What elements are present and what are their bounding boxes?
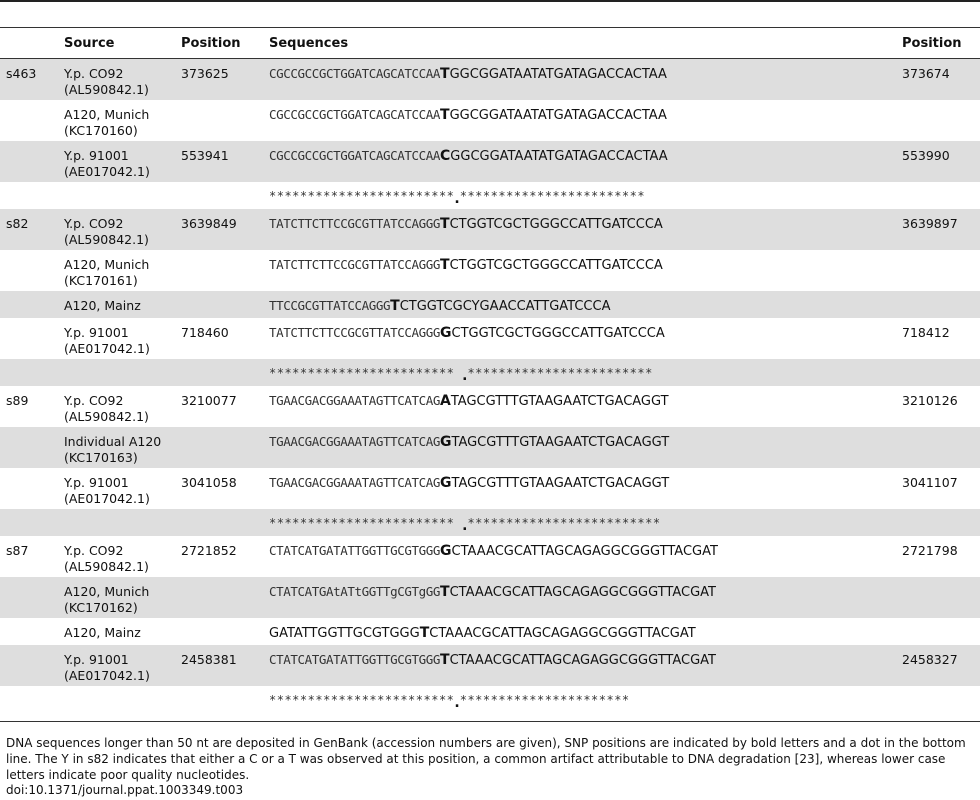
- sequence-left: CTATCATGAtATtGGTTgCGTgGG: [269, 584, 441, 599]
- start-position: 718460: [181, 325, 229, 340]
- snp-dot-marker: .: [462, 518, 468, 534]
- source-cell: [64, 107, 174, 139]
- sequence-left: CTATCATGATATTGGTTGCGTGGG: [269, 652, 441, 667]
- end-position: 553990: [902, 148, 950, 163]
- sequence-left: CGCCGCCGCTGGATCAGCATCCAA: [269, 148, 441, 163]
- alignment-marker: [269, 188, 646, 207]
- table-footnote: DNA sequences longer than 50 nt are deposited in GenBank (accession numbers are given), SNP positions are indicated by bold letters and a dot in the bottom line. The Y in s82 indicates that either a C or a T was observed at this position, a common artifact attributable to DNA degradation [23], whereas lower case letters indicate poor quality nucleotides.: [6, 736, 966, 782]
- alignment-marker: [269, 515, 661, 534]
- source-accession: (AL590842.1): [64, 82, 149, 97]
- source-name: A120, Munich: [64, 107, 150, 122]
- source-cell: [64, 625, 174, 641]
- snp-base: T: [390, 298, 400, 314]
- sequence-left: TATCTTCTTCCGCGTTATCCAGGG: [269, 216, 441, 231]
- sequence-right: CTGGTCGCYGAACCATTGATCCCA: [399, 299, 611, 314]
- alignment-stars-left: ************************: [269, 516, 463, 530]
- sequence-cell: [269, 107, 667, 124]
- header-sequences: Sequences: [269, 36, 349, 51]
- snp-dot-marker: .: [454, 191, 460, 207]
- sequence-cell: [269, 66, 667, 83]
- sequence-cell: [269, 625, 696, 642]
- start-position: 2458381: [181, 652, 237, 667]
- source-name: Individual A120: [64, 434, 162, 449]
- snp-base: G: [440, 475, 452, 491]
- source-name: Y.p. CO92: [64, 543, 124, 558]
- source-name: A120, Munich: [64, 257, 150, 272]
- snp-dot-marker: .: [454, 695, 460, 711]
- source-name: A120, Mainz: [64, 298, 141, 313]
- table-row: [0, 209, 980, 250]
- source-accession: (AL590842.1): [64, 232, 149, 247]
- snp-base: T: [440, 107, 450, 123]
- sequence-left: TATCTTCTTCCGCGTTATCCAGGG: [269, 325, 441, 340]
- source-accession: (AE017042.1): [64, 668, 150, 683]
- end-position: 373674: [902, 66, 950, 81]
- snp-base: T: [440, 216, 450, 232]
- snp-id: s463: [6, 66, 37, 81]
- sequence-cell: [269, 393, 669, 410]
- sequence-cell: [269, 652, 716, 669]
- snp-base: T: [440, 66, 450, 82]
- sequence-cell: [269, 475, 669, 492]
- source-name: Y.p. 91001: [64, 325, 129, 340]
- alignment-stars-right: ************************: [459, 189, 646, 203]
- start-position: 2721852: [181, 543, 237, 558]
- sequence-left: GATATTGGTTGCGTGGG: [269, 626, 420, 641]
- source-name: Y.p. 91001: [64, 148, 129, 163]
- sequence-right: CTAAACGCATTAGCAGAGGCGGGTTACGAT: [451, 544, 718, 559]
- snp-base: A: [440, 393, 451, 409]
- alignment-marker-row: [0, 359, 980, 386]
- end-position: 3210126: [902, 393, 958, 408]
- snp-base: T: [440, 584, 450, 600]
- sequence-right: GGCGGATAATATGATAGACCACTAA: [449, 67, 667, 82]
- snp-id: s89: [6, 393, 29, 408]
- source-accession: (KC170161): [64, 273, 138, 288]
- alignment-marker: [269, 692, 630, 711]
- alignment-stars-right: **********************: [459, 693, 630, 707]
- source-name: Y.p. CO92: [64, 66, 124, 81]
- snp-base: G: [440, 325, 452, 341]
- sequence-left: TATCTTCTTCCGCGTTATCCAGGG: [269, 257, 441, 272]
- source-name: Y.p. 91001: [64, 475, 129, 490]
- alignment-stars-right: *************************: [467, 516, 661, 530]
- snp-base: T: [419, 625, 430, 641]
- source-accession: (KC170162): [64, 600, 138, 615]
- source-cell: [64, 475, 174, 507]
- end-position: 718412: [902, 325, 950, 340]
- sequence-cell: [269, 257, 663, 274]
- table-row: [0, 536, 980, 577]
- start-position: 3210077: [181, 393, 237, 408]
- sequence-cell: [269, 543, 718, 560]
- snp-dot-marker: .: [462, 368, 468, 384]
- table-row: [0, 618, 980, 645]
- alignment-stars-left: ************************: [269, 693, 455, 707]
- table-row: [0, 577, 980, 618]
- sequence-right: TAGCGTTTGTAAGAATCTGACAGGT: [450, 394, 669, 409]
- header-source: Source: [64, 36, 115, 51]
- snp-id: s87: [6, 543, 29, 558]
- alignment-marker-row: [0, 509, 980, 536]
- source-name: Y.p. CO92: [64, 393, 124, 408]
- sequence-cell: [269, 216, 663, 233]
- source-cell: [64, 543, 174, 575]
- sequence-cell: [269, 584, 716, 601]
- end-position: 3639897: [902, 216, 958, 231]
- sequence-right: GGCGGATAATATGATAGACCACTAA: [449, 108, 667, 123]
- header-top-rule: [0, 27, 980, 28]
- table-row: [0, 468, 980, 509]
- sequence-right: CTGGTCGCTGGGCCATTGATCCCA: [449, 258, 663, 273]
- table-row: [0, 645, 980, 686]
- table-row: [0, 59, 980, 100]
- source-cell: [64, 325, 174, 357]
- source-name: Y.p. 91001: [64, 652, 129, 667]
- table-row: [0, 141, 980, 182]
- snp-base: G: [440, 434, 452, 450]
- table-row: [0, 318, 980, 359]
- sequence-cell: [269, 298, 610, 315]
- table-row: [0, 427, 980, 468]
- alignment-marker: [269, 365, 653, 384]
- source-accession: (AE017042.1): [64, 491, 150, 506]
- snp-base: T: [440, 652, 450, 668]
- sequence-left: CTATCATGATATTGGTTGCGTGGG: [269, 543, 441, 558]
- end-position: 2458327: [902, 652, 958, 667]
- sequence-left: TTCCGCGTTATCCAGGG: [269, 298, 391, 313]
- snp-base: G: [440, 543, 452, 559]
- alignment-stars-left: ************************: [269, 189, 455, 203]
- source-cell: [64, 66, 174, 98]
- snp-base: C: [440, 148, 451, 164]
- sequence-left: TGAACGACGGAAATAGTTCATCAG: [269, 393, 441, 408]
- sequence-cell: [269, 325, 665, 342]
- source-name: Y.p. CO92: [64, 216, 124, 231]
- source-cell: [64, 434, 174, 466]
- sequence-cell: [269, 148, 668, 165]
- sequence-right: CTAAACGCATTAGCAGAGGCGGGTTACGAT: [449, 653, 717, 668]
- end-position: 3041107: [902, 475, 958, 490]
- source-accession: (AL590842.1): [64, 559, 149, 574]
- alignment-stars-left: ************************: [269, 366, 463, 380]
- header-position: Position: [181, 36, 241, 51]
- sequence-left: TGAACGACGGAAATAGTTCATCAG: [269, 434, 441, 449]
- sequence-left: CGCCGCCGCTGGATCAGCATCCAA: [269, 107, 441, 122]
- source-name: A120, Mainz: [64, 625, 141, 640]
- source-cell: [64, 148, 174, 180]
- start-position: 3041058: [181, 475, 237, 490]
- source-cell: [64, 298, 174, 314]
- sequence-right: CTAAACGCATTAGCAGAGGCGGGTTACGAT: [449, 585, 717, 600]
- source-accession: (AE017042.1): [64, 341, 150, 356]
- sequence-right: CTAAACGCATTAGCAGAGGCGGGTTACGAT: [429, 626, 696, 641]
- source-cell: [64, 652, 174, 684]
- end-position: 2721798: [902, 543, 958, 558]
- source-accession: (KC170163): [64, 450, 138, 465]
- source-accession: (AL590842.1): [64, 409, 149, 424]
- source-cell: [64, 257, 174, 289]
- snp-id: s82: [6, 216, 29, 231]
- source-accession: (KC170160): [64, 123, 138, 138]
- source-accession: (AE017042.1): [64, 164, 150, 179]
- alignment-stars-right: ************************: [467, 366, 653, 380]
- source-cell: [64, 393, 174, 425]
- table-top-rule: [0, 0, 980, 2]
- source-cell: [64, 584, 174, 616]
- sequence-right: GGCGGATAATATGATAGACCACTAA: [450, 149, 668, 164]
- table-bottom-rule: [0, 721, 980, 722]
- snp-base: T: [440, 257, 450, 273]
- alignment-marker-row: [0, 686, 980, 713]
- table-row: [0, 386, 980, 427]
- source-name: A120, Munich: [64, 584, 150, 599]
- table-row: [0, 291, 980, 318]
- start-position: 553941: [181, 148, 229, 163]
- sequence-left: TGAACGACGGAAATAGTTCATCAG: [269, 475, 441, 490]
- header-position-end: Position: [902, 36, 962, 51]
- table-row: [0, 250, 980, 291]
- sequence-right: CTGGTCGCTGGGCCATTGATCCCA: [449, 217, 663, 232]
- source-cell: [64, 216, 174, 248]
- doi-line: doi:10.1371/journal.ppat.1003349.t003: [6, 783, 244, 797]
- sequence-right: TAGCGTTTGTAAGAATCTGACAGGT: [451, 435, 670, 450]
- sequence-left: CGCCGCCGCTGGATCAGCATCCAA: [269, 66, 441, 81]
- sequence-right: CTGGTCGCTGGGCCATTGATCCCA: [451, 326, 665, 341]
- sequence-cell: [269, 434, 669, 451]
- table-row: [0, 100, 980, 141]
- sequence-right: TAGCGTTTGTAAGAATCTGACAGGT: [451, 476, 670, 491]
- start-position: 373625: [181, 66, 229, 81]
- alignment-marker-row: [0, 182, 980, 209]
- start-position: 3639849: [181, 216, 237, 231]
